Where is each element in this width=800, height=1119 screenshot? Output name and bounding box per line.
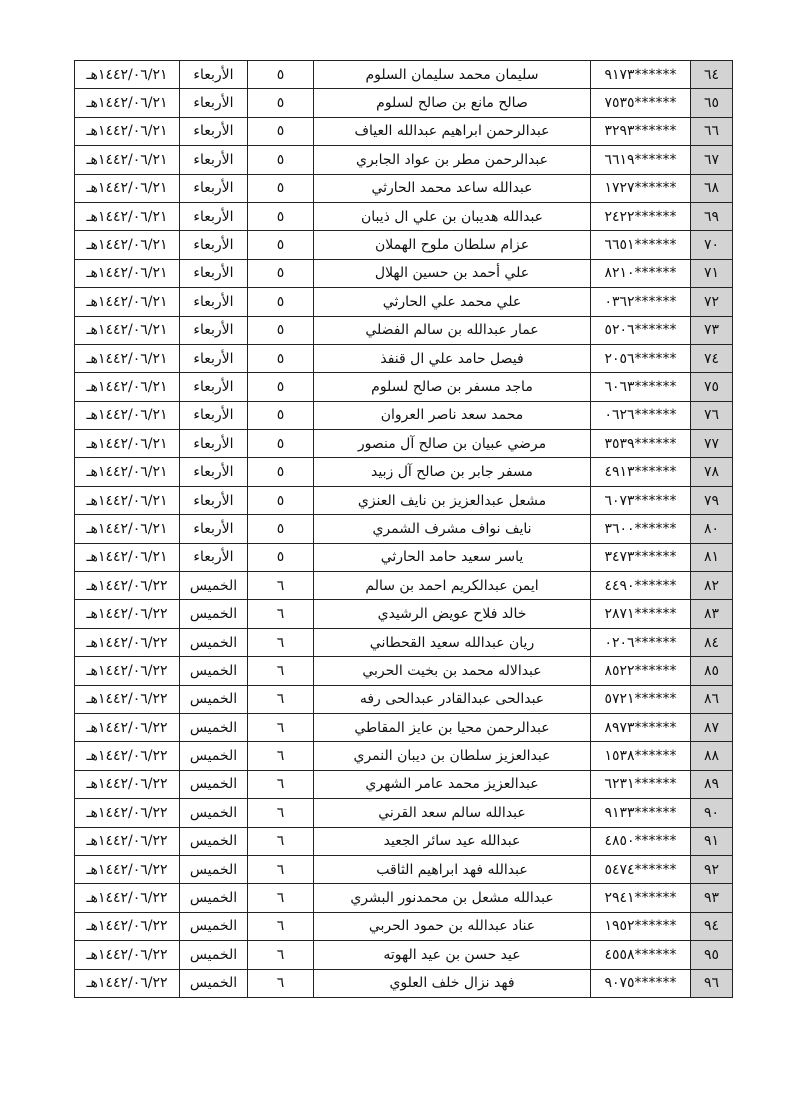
- row-number-cell: ٧٠: [691, 231, 733, 259]
- name-cell: محمد سعد ناصر العروان: [314, 401, 591, 429]
- row-number-cell: ٩٤: [691, 912, 733, 940]
- day-cell: الأربعاء: [180, 543, 248, 571]
- masked-id-cell: ******٩١٧٣: [591, 61, 691, 89]
- name-cell: مرضي عبيان بن صالح آل منصور: [314, 430, 591, 458]
- name-cell: صالح مانع بن صالح لسلوم: [314, 89, 591, 117]
- masked-id-cell: ******٦٦٥١: [591, 231, 691, 259]
- date-cell: ١٤٤٢/٠٦/٢٢هـ: [75, 572, 180, 600]
- name-cell: عيد حسن بن عيد الهوته: [314, 941, 591, 969]
- day-cell: الأربعاء: [180, 117, 248, 145]
- week-cell: ٦: [248, 884, 314, 912]
- date-cell: ١٤٤٢/٠٦/٢٢هـ: [75, 855, 180, 883]
- week-cell: ٥: [248, 89, 314, 117]
- row-number-cell: ٧٢: [691, 288, 733, 316]
- week-cell: ٥: [248, 344, 314, 372]
- day-cell: الخميس: [180, 912, 248, 940]
- name-cell: عبدالله عيد سائر الجعيد: [314, 827, 591, 855]
- masked-id-cell: ******٤٩١٣: [591, 458, 691, 486]
- table-row: [75, 515, 733, 543]
- week-cell: ٥: [248, 259, 314, 287]
- day-cell: الخميس: [180, 742, 248, 770]
- name-cell: عبدالله سالم سعد القرني: [314, 799, 591, 827]
- masked-id-cell: ******٧٥٣٥: [591, 89, 691, 117]
- masked-id-cell: ******٦٢٣١: [591, 770, 691, 798]
- name-cell: عناد عبدالله بن حمود الحربي: [314, 912, 591, 940]
- masked-id-cell: ******٢٤٢٢: [591, 202, 691, 230]
- row-number-cell: ٩٣: [691, 884, 733, 912]
- week-cell: ٦: [248, 827, 314, 855]
- masked-id-cell: ******٩٠٧٥: [591, 969, 691, 997]
- day-cell: الأربعاء: [180, 89, 248, 117]
- table-row: [75, 969, 733, 997]
- week-cell: ٦: [248, 799, 314, 827]
- name-cell: نايف نواف مشرف الشمري: [314, 515, 591, 543]
- table-row: [75, 713, 733, 741]
- masked-id-cell: ******٣٤٧٣: [591, 543, 691, 571]
- masked-id-cell: ******٣٢٩٣: [591, 117, 691, 145]
- date-cell: ١٤٤٢/٠٦/٢٢هـ: [75, 628, 180, 656]
- date-cell: ١٤٤٢/٠٦/٢٢هـ: [75, 969, 180, 997]
- day-cell: الأربعاء: [180, 486, 248, 514]
- table-row: [75, 231, 733, 259]
- week-cell: ٥: [248, 288, 314, 316]
- masked-id-cell: ******٤٥٥٨: [591, 941, 691, 969]
- row-number-cell: ٨٧: [691, 713, 733, 741]
- day-cell: الأربعاء: [180, 174, 248, 202]
- day-cell: الخميس: [180, 855, 248, 883]
- row-number-cell: ٩٢: [691, 855, 733, 883]
- row-number-cell: ٨٣: [691, 600, 733, 628]
- day-cell: الأربعاء: [180, 515, 248, 543]
- name-cell: علي أحمد بن حسين الهلال: [314, 259, 591, 287]
- masked-id-cell: ******٤٤٩٠: [591, 572, 691, 600]
- table-row: [75, 657, 733, 685]
- day-cell: الخميس: [180, 827, 248, 855]
- date-cell: ١٤٤٢/٠٦/٢٢هـ: [75, 770, 180, 798]
- row-number-cell: ٩٦: [691, 969, 733, 997]
- week-cell: ٦: [248, 770, 314, 798]
- date-cell: ١٤٤٢/٠٦/٢٢هـ: [75, 941, 180, 969]
- table-row: [75, 458, 733, 486]
- table-row: [75, 770, 733, 798]
- week-cell: ٦: [248, 713, 314, 741]
- masked-id-cell: ******٩١٣٣: [591, 799, 691, 827]
- table-row: [75, 259, 733, 287]
- masked-id-cell: ******٠٣٦٢: [591, 288, 691, 316]
- date-cell: ١٤٤٢/٠٦/٢١هـ: [75, 259, 180, 287]
- table-row: [75, 600, 733, 628]
- week-cell: ٥: [248, 458, 314, 486]
- date-cell: ١٤٤٢/٠٦/٢١هـ: [75, 401, 180, 429]
- week-cell: ٥: [248, 373, 314, 401]
- date-cell: ١٤٤٢/٠٦/٢٢هـ: [75, 742, 180, 770]
- masked-id-cell: ******٥٧٢١: [591, 685, 691, 713]
- date-cell: ١٤٤٢/٠٦/٢١هـ: [75, 316, 180, 344]
- date-cell: ١٤٤٢/٠٦/٢١هـ: [75, 89, 180, 117]
- masked-id-cell: ******٨٥٢٢: [591, 657, 691, 685]
- table-row: [75, 486, 733, 514]
- table-row: [75, 89, 733, 117]
- table-row: [75, 430, 733, 458]
- week-cell: ٥: [248, 543, 314, 571]
- week-cell: ٥: [248, 430, 314, 458]
- masked-id-cell: ******٣٦٠٠: [591, 515, 691, 543]
- date-cell: ١٤٤٢/٠٦/٢١هـ: [75, 146, 180, 174]
- name-cell: خالد فلاح عويض الرشيدي: [314, 600, 591, 628]
- date-cell: ١٤٤٢/٠٦/٢١هـ: [75, 117, 180, 145]
- masked-id-cell: ******٢٠٥٦: [591, 344, 691, 372]
- table-row: [75, 543, 733, 571]
- name-cell: ياسر سعيد حامد الحارثي: [314, 543, 591, 571]
- masked-id-cell: ******١٧٢٧: [591, 174, 691, 202]
- name-cell: عبدالحى عبدالقادر عبدالحى رفه: [314, 685, 591, 713]
- table-row: [75, 117, 733, 145]
- day-cell: الأربعاء: [180, 430, 248, 458]
- row-number-cell: ٧٨: [691, 458, 733, 486]
- masked-id-cell: ******٤٨٥٠: [591, 827, 691, 855]
- row-number-cell: ٦٩: [691, 202, 733, 230]
- masked-id-cell: ******٣٥٣٩: [591, 430, 691, 458]
- day-cell: الأربعاء: [180, 202, 248, 230]
- date-cell: ١٤٤٢/٠٦/٢٢هـ: [75, 685, 180, 713]
- date-cell: ١٤٤٢/٠٦/٢٢هـ: [75, 600, 180, 628]
- masked-id-cell: ******٢٨٧١: [591, 600, 691, 628]
- row-number-cell: ٦٤: [691, 61, 733, 89]
- table-row: [75, 941, 733, 969]
- day-cell: الأربعاء: [180, 373, 248, 401]
- day-cell: الخميس: [180, 685, 248, 713]
- day-cell: الأربعاء: [180, 231, 248, 259]
- name-cell: فهد نزال خلف العلوي: [314, 969, 591, 997]
- row-number-cell: ٦٦: [691, 117, 733, 145]
- table-row: [75, 401, 733, 429]
- date-cell: ١٤٤٢/٠٦/٢٢هـ: [75, 657, 180, 685]
- day-cell: الخميس: [180, 770, 248, 798]
- masked-id-cell: ******٦٦١٩: [591, 146, 691, 174]
- masked-id-cell: ******١٩٥٢: [591, 912, 691, 940]
- masked-id-cell: ******٨٩٧٣: [591, 713, 691, 741]
- schedule-table: [74, 60, 733, 998]
- name-cell: عبدالرحمن محيا بن عايز المقاطي: [314, 713, 591, 741]
- table-row: [75, 685, 733, 713]
- name-cell: عبدالرحمن ابراهيم عبدالله العياف: [314, 117, 591, 145]
- week-cell: ٥: [248, 202, 314, 230]
- table-row: [75, 827, 733, 855]
- name-cell: فيصل حامد علي ال قنفذ: [314, 344, 591, 372]
- table-row: [75, 288, 733, 316]
- row-number-cell: ٧٩: [691, 486, 733, 514]
- name-cell: ماجد مسفر بن صالح لسلوم: [314, 373, 591, 401]
- row-number-cell: ٧٦: [691, 401, 733, 429]
- row-number-cell: ٩٥: [691, 941, 733, 969]
- date-cell: ١٤٤٢/٠٦/٢٢هـ: [75, 827, 180, 855]
- day-cell: الأربعاء: [180, 146, 248, 174]
- row-number-cell: ٦٨: [691, 174, 733, 202]
- week-cell: ٦: [248, 912, 314, 940]
- table-row: [75, 628, 733, 656]
- masked-id-cell: ******٠٦٢٦: [591, 401, 691, 429]
- day-cell: الأربعاء: [180, 401, 248, 429]
- day-cell: الخميس: [180, 884, 248, 912]
- masked-id-cell: ******١٥٣٨: [591, 742, 691, 770]
- masked-id-cell: ******٦٠٧٣: [591, 486, 691, 514]
- day-cell: الخميس: [180, 799, 248, 827]
- row-number-cell: ٨١: [691, 543, 733, 571]
- row-number-cell: ٨٩: [691, 770, 733, 798]
- week-cell: ٥: [248, 117, 314, 145]
- date-cell: ١٤٤٢/٠٦/٢١هـ: [75, 174, 180, 202]
- name-cell: عبدالله مشعل بن محمدنور البشري: [314, 884, 591, 912]
- name-cell: مسفر جابر بن صالح آل زبيد: [314, 458, 591, 486]
- table-row: [75, 855, 733, 883]
- date-cell: ١٤٤٢/٠٦/٢١هـ: [75, 515, 180, 543]
- row-number-cell: ٧١: [691, 259, 733, 287]
- week-cell: ٥: [248, 486, 314, 514]
- name-cell: علي محمد علي الحارثي: [314, 288, 591, 316]
- day-cell: الأربعاء: [180, 316, 248, 344]
- row-number-cell: ٨٤: [691, 628, 733, 656]
- day-cell: الخميس: [180, 969, 248, 997]
- date-cell: ١٤٤٢/٠٦/٢٢هـ: [75, 884, 180, 912]
- day-cell: الخميس: [180, 657, 248, 685]
- day-cell: الخميس: [180, 941, 248, 969]
- table-row: [75, 742, 733, 770]
- table-row: [75, 174, 733, 202]
- name-cell: عبدالعزيز محمد عامر الشهري: [314, 770, 591, 798]
- day-cell: الخميس: [180, 600, 248, 628]
- schedule-table-body: [75, 61, 733, 998]
- week-cell: ٦: [248, 600, 314, 628]
- name-cell: عبدالله هديبان بن علي ال ذيبان: [314, 202, 591, 230]
- row-number-cell: ٧٤: [691, 344, 733, 372]
- week-cell: ٦: [248, 572, 314, 600]
- date-cell: ١٤٤٢/٠٦/٢١هـ: [75, 344, 180, 372]
- week-cell: ٦: [248, 941, 314, 969]
- table-row: [75, 61, 733, 89]
- day-cell: الخميس: [180, 628, 248, 656]
- date-cell: ١٤٤٢/٠٦/٢١هـ: [75, 373, 180, 401]
- week-cell: ٦: [248, 742, 314, 770]
- masked-id-cell: ******٥٢٠٦: [591, 316, 691, 344]
- name-cell: ريان عبدالله سعيد القحطاني: [314, 628, 591, 656]
- date-cell: ١٤٤٢/٠٦/٢١هـ: [75, 486, 180, 514]
- day-cell: الخميس: [180, 713, 248, 741]
- date-cell: ١٤٤٢/٠٦/٢١هـ: [75, 231, 180, 259]
- date-cell: ١٤٤٢/٠٦/٢١هـ: [75, 61, 180, 89]
- day-cell: الأربعاء: [180, 61, 248, 89]
- table-row: [75, 316, 733, 344]
- date-cell: ١٤٤٢/٠٦/٢٢هـ: [75, 713, 180, 741]
- week-cell: ٦: [248, 685, 314, 713]
- week-cell: ٦: [248, 969, 314, 997]
- row-number-cell: ٨٥: [691, 657, 733, 685]
- row-number-cell: ٩٠: [691, 799, 733, 827]
- table-row: [75, 572, 733, 600]
- week-cell: ٥: [248, 515, 314, 543]
- date-cell: ١٤٤٢/٠٦/٢٢هـ: [75, 799, 180, 827]
- masked-id-cell: ******٦٠٦٣: [591, 373, 691, 401]
- name-cell: عمار عبدالله بن سالم الفضلي: [314, 316, 591, 344]
- row-number-cell: ٦٧: [691, 146, 733, 174]
- table-row: [75, 373, 733, 401]
- row-number-cell: ٧٧: [691, 430, 733, 458]
- day-cell: الأربعاء: [180, 288, 248, 316]
- name-cell: عزام سلطان ملوح الهملان: [314, 231, 591, 259]
- week-cell: ٦: [248, 657, 314, 685]
- day-cell: الأربعاء: [180, 458, 248, 486]
- week-cell: ٥: [248, 61, 314, 89]
- name-cell: عبدالرحمن مطر بن عواد الجابري: [314, 146, 591, 174]
- name-cell: ايمن عبدالكريم احمد بن سالم: [314, 572, 591, 600]
- week-cell: ٥: [248, 231, 314, 259]
- week-cell: ٦: [248, 855, 314, 883]
- week-cell: ٥: [248, 146, 314, 174]
- date-cell: ١٤٤٢/٠٦/٢١هـ: [75, 458, 180, 486]
- masked-id-cell: ******٠٢٠٦: [591, 628, 691, 656]
- name-cell: عبدالعزيز سلطان بن ديبان النمري: [314, 742, 591, 770]
- masked-id-cell: ******٢٩٤١: [591, 884, 691, 912]
- row-number-cell: ٧٥: [691, 373, 733, 401]
- week-cell: ٦: [248, 628, 314, 656]
- date-cell: ١٤٤٢/٠٦/٢١هـ: [75, 430, 180, 458]
- week-cell: ٥: [248, 174, 314, 202]
- table-row: [75, 344, 733, 372]
- row-number-cell: ٨٢: [691, 572, 733, 600]
- row-number-cell: ٧٣: [691, 316, 733, 344]
- table-row: [75, 799, 733, 827]
- name-cell: عبدالله فهد ابراهيم الثاقب: [314, 855, 591, 883]
- table-row: [75, 912, 733, 940]
- row-number-cell: ٩١: [691, 827, 733, 855]
- name-cell: سليمان محمد سليمان السلوم: [314, 61, 591, 89]
- date-cell: ١٤٤٢/٠٦/٢١هـ: [75, 288, 180, 316]
- week-cell: ٥: [248, 401, 314, 429]
- week-cell: ٥: [248, 316, 314, 344]
- name-cell: عبدالاله محمد بن بخيت الحربي: [314, 657, 591, 685]
- date-cell: ١٤٤٢/٠٦/٢١هـ: [75, 543, 180, 571]
- table-row: [75, 146, 733, 174]
- table-row: [75, 202, 733, 230]
- row-number-cell: ٨٠: [691, 515, 733, 543]
- date-cell: ١٤٤٢/٠٦/٢٢هـ: [75, 912, 180, 940]
- row-number-cell: ٨٦: [691, 685, 733, 713]
- row-number-cell: ٨٨: [691, 742, 733, 770]
- day-cell: الأربعاء: [180, 344, 248, 372]
- name-cell: مشعل عبدالعزيز بن نايف العنزي: [314, 486, 591, 514]
- row-number-cell: ٦٥: [691, 89, 733, 117]
- day-cell: الأربعاء: [180, 259, 248, 287]
- day-cell: الخميس: [180, 572, 248, 600]
- table-row: [75, 884, 733, 912]
- name-cell: عبدالله ساعد محمد الحارثي: [314, 174, 591, 202]
- date-cell: ١٤٤٢/٠٦/٢١هـ: [75, 202, 180, 230]
- masked-id-cell: ******٥٤٧٤: [591, 855, 691, 883]
- masked-id-cell: ******٨٢١٠: [591, 259, 691, 287]
